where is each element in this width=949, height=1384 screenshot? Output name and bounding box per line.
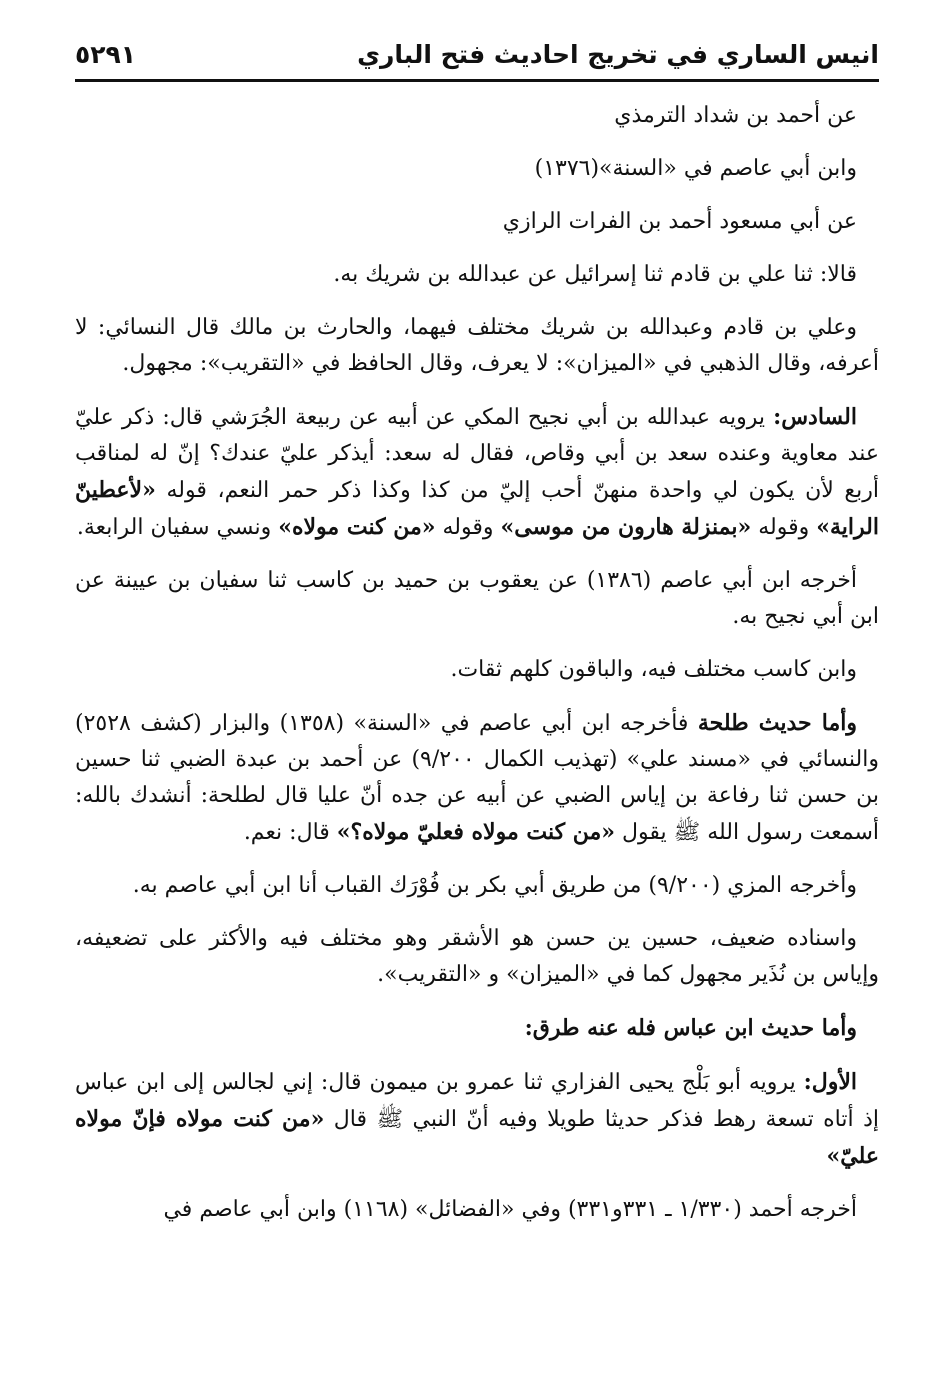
paragraph-text: عن أحمد بن شداد الترمذي — [614, 103, 857, 128]
paragraph-9 — [75, 705, 879, 851]
header-divider — [75, 79, 879, 82]
paragraph-lead: الأول: — [803, 1069, 857, 1095]
running-header — [75, 32, 879, 82]
paragraph-text: أخرجه أحمد (١/٣٣٠ ـ ٣٣١و٣٣١) وفي «الفضائل» (١١٦٨) وابن أبي عاصم في — [163, 1197, 857, 1222]
paragraph-12 — [75, 1010, 879, 1047]
paragraph-text: قالا: ثنا علي بن قادم ثنا إسرائيل عن عبدالله بن شريك به. — [333, 262, 857, 287]
paragraph-text: فأخرجه ابن أبي عاصم في «السنة» (١٣٥٨) والبزار (كشف ٢٥٢٨) والنسائي في «مسند علي» (تهذيب الكمال ٩/٢٠٠) عن أحمد بن عبدة الضبي ثنا حسين بن حسن ثنا رفاعة بن إياس الضبي عن أبيه عن جده أنّ عليا قال لطلحة: أنشدك بالله: أسمعت رسول الله ﷺ يقول — [75, 711, 879, 845]
hadith-quote: «لأعطينّ الراية» — [75, 477, 879, 540]
paragraph-lead: السادس: — [773, 404, 857, 430]
paragraph-text: وابن كاسب مختلف فيه، والباقون كلهم ثقات. — [450, 657, 857, 682]
paragraph-14 — [75, 1192, 879, 1228]
hadith-quote: «من كنت مولاه فإنّ مولاه عليّ» — [75, 1106, 879, 1169]
paragraph-5 — [75, 310, 879, 382]
paragraph-10 — [75, 868, 879, 904]
paragraph-3 — [75, 204, 879, 240]
paragraph-11 — [75, 921, 879, 993]
header-title: انيس الساري في تخريج احاديث فتح الباري — [357, 40, 879, 69]
paragraph-text: وأخرجه المزي (٩/٢٠٠) من طريق أبي بكر بن فُوْرَك القباب أنا ابن أبي عاصم به. — [132, 873, 857, 898]
hadith-quote: «من كنت مولاه» — [278, 514, 436, 540]
paragraph-lead: وأما حديث ابن عباس فله عنه طرق: — [524, 1015, 857, 1041]
paragraph-text: عن أبي مسعود أحمد بن الفرات الرازي — [502, 209, 857, 234]
paragraph-text: يرويه عبدالله بن أبي نجيح المكي عن أبيه عن ربيعة الجُرَشي قال: ذكر عليّ عند معاوية وعنده سعد بن أبي وقاص، فقال له سعد: أيذكر عليّ عندك؟ إنّ له لمناقب أربع لأن يكون لي واحدة منهنّ أحب إليّ من كذا وكذا ذكر حمر النعم، قوله — [75, 405, 879, 503]
paragraph-8 — [75, 652, 879, 688]
paragraph-text: يرويه أبو بَلْج يحيى الفزاري ثنا عمرو بن ميمون قال: إني لجالس إلى ابن عباس إذ أتاه تسعة رهط فذكر حديثا طويلا وفيه أنّ النبي ﷺ قال — [75, 1070, 879, 1132]
hadith-quote: «بمنزلة هارون من موسى» — [500, 514, 752, 540]
paragraph-7 — [75, 563, 879, 635]
hadith-quote: «من كنت مولاه فعليّ مولاه؟» — [336, 819, 616, 845]
paragraph-13 — [75, 1064, 879, 1175]
paragraph-text: أخرجه ابن أبي عاصم (١٣٨٦) عن يعقوب بن حميد بن كاسب ثنا سفيان بن عيينة عن ابن أبي نجيح به. — [75, 568, 879, 629]
paragraph-text: وقوله — [435, 515, 501, 540]
page-body — [75, 98, 879, 1245]
paragraph-text: واسناده ضعيف، حسين ين حسن هو الأشقر وهو مختلف فيه والأكثر على تضعيفه، وإياس بن نُذَير مجهول كما في «الميزان» و «التقريب». — [75, 926, 879, 987]
paragraph-text: وعلي بن قادم وعبدالله بن شريك مختلف فيهما، والحارث بن مالك قال النسائي: لا أعرفه، وقال الذهبي في «الميزان»: لا يعرف، وقال الحافظ في «التقريب»: مجهول. — [75, 315, 879, 376]
paragraph-text: قال: نعم. — [243, 820, 337, 845]
paragraph-1 — [75, 98, 879, 134]
paragraph-2 — [75, 151, 879, 187]
paragraph-text: وقوله — [751, 515, 817, 540]
paragraph-6 — [75, 399, 879, 546]
page-number: ٥٢٩١ — [75, 40, 137, 69]
paragraph-4 — [75, 257, 879, 293]
paragraph-text: وابن أبي عاصم في «السنة»(١٣٧٦) — [534, 156, 857, 181]
paragraph-text: ونسي سفيان الرابعة. — [76, 515, 279, 540]
paragraph-lead: وأما حديث طلحة — [697, 710, 857, 736]
